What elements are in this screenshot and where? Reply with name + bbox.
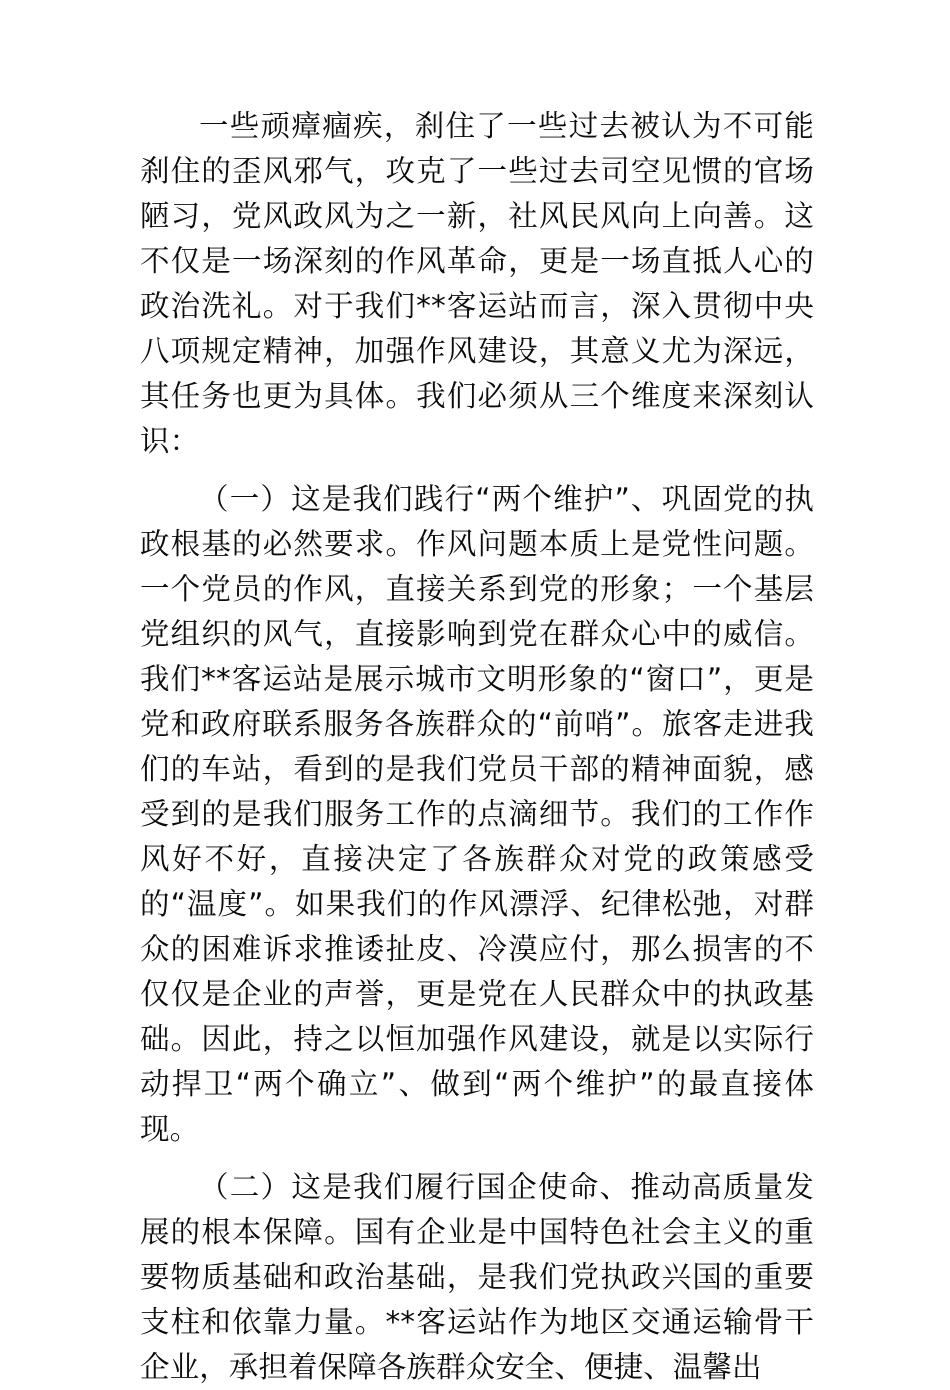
document-text-column bbox=[140, 104, 814, 1390]
paragraph-section-two: （二）这是我们履行国企使命、推动高质量发展的根本保障。国有企业是中国特色社会主义的重要物质基础和政治基础，是我们党执政兴国的重要支柱和依靠力量。**客运站作为地区交通运输骨干企业，承担着保障各族群众安全、便捷、温馨出 bbox=[140, 1170, 814, 1384]
paragraph-section-one: （一）这是我们践行“两个维护”、巩固党的执政根基的必然要求。作风问题本质上是党性问题。一个党员的作风，直接关系到党的形象；一个基层党组织的风气，直接影响到党在群众心中的威信。我们**客运站是展示城市文明形象的“窗口”，更是党和政府联系服务各族群众的“前哨”。旅客走进我们的车站，看到的是我们党员干部的精神面貌，感受到的是我们服务工作的点滴细节。我们的工作作风好不好，直接决定了各族群众对党的政策感受的“温度”。如果我们的作风漂浮、纪律松弛，对群众的困难诉求推诿扯皮、冷漠应付，那么损害的不仅仅是企业的声誉，更是党在人民群众中的执政基础。因此，持之以恒加强作风建设，就是以实际行动捍卫“两个确立”、做到“两个维护”的最直接体现。 bbox=[140, 482, 814, 1146]
paragraph-intro: 一些顽瘴痼疾，刹住了一些过去被认为不可能刹住的歪风邪气，攻克了一些过去司空见惯的官场陋习，党风政风为之一新，社风民风向上向善。这不仅是一场深刻的作风革命，更是一场直抵人心的政治洗礼。对于我们**客运站而言，深入贯彻中央八项规定精神，加强作风建设，其意义尤为深远，其任务也更为具体。我们必须从三个维度来深刻认识： bbox=[140, 109, 814, 458]
